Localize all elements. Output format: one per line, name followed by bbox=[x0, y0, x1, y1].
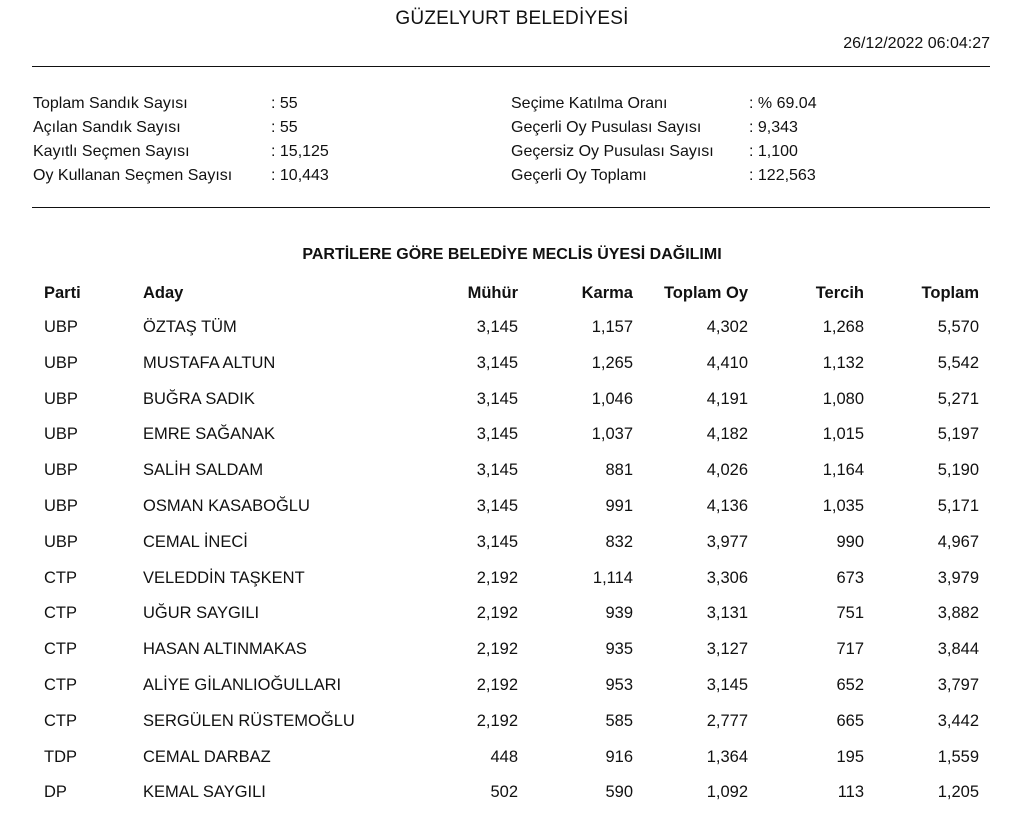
divider-top bbox=[32, 66, 990, 67]
cell-party: UBP bbox=[44, 425, 78, 444]
cell-toplam: 5,171 bbox=[937, 496, 979, 515]
cell-toplam: 3,882 bbox=[937, 604, 979, 623]
cell-tercih: 673 bbox=[836, 568, 864, 587]
cell-toplam-oy: 4,410 bbox=[706, 353, 748, 372]
cell-candidate: KEMAL SAYGILI bbox=[143, 783, 266, 802]
stat-label: Oy Kullanan Seçmen Sayısı bbox=[33, 167, 233, 184]
cell-muhur: 502 bbox=[490, 783, 518, 802]
table-row bbox=[33, 382, 990, 418]
cell-candidate: BUĞRA SADIK bbox=[143, 389, 255, 408]
cell-toplam-oy: 4,182 bbox=[706, 425, 748, 444]
cell-muhur: 3,145 bbox=[476, 461, 518, 480]
cell-toplam: 3,442 bbox=[937, 711, 979, 730]
cell-candidate: CEMAL İNECİ bbox=[143, 532, 248, 551]
table-row bbox=[33, 489, 990, 525]
column-header-muhur: Mühür bbox=[467, 284, 518, 302]
cell-tercih: 751 bbox=[836, 604, 864, 623]
cell-toplam-oy: 3,306 bbox=[706, 568, 748, 587]
table-row bbox=[33, 417, 990, 453]
cell-party: CTP bbox=[44, 604, 77, 623]
cell-muhur: 3,145 bbox=[476, 425, 518, 444]
cell-candidate: EMRE SAĞANAK bbox=[143, 425, 276, 444]
cell-toplam: 3,797 bbox=[937, 675, 979, 694]
cell-karma: 1,157 bbox=[591, 318, 633, 336]
stat-label: Geçersiz Oy Pusulası Sayısı bbox=[511, 143, 714, 160]
table-row bbox=[33, 346, 990, 382]
table-row bbox=[33, 561, 990, 597]
cell-candidate: SALİH SALDAM bbox=[143, 461, 264, 480]
cell-karma: 1,114 bbox=[592, 568, 633, 587]
stat-value: : 9,343 bbox=[749, 119, 798, 136]
cell-candidate: UĞUR SAYGILI bbox=[143, 604, 260, 623]
cell-toplam-oy: 3,131 bbox=[706, 604, 748, 623]
cell-toplam-oy: 1,364 bbox=[706, 747, 748, 766]
cell-karma: 585 bbox=[605, 711, 633, 730]
cell-muhur: 448 bbox=[490, 747, 518, 766]
cell-muhur: 3,145 bbox=[476, 496, 518, 515]
cell-tercih: 1,132 bbox=[822, 353, 864, 372]
section-title: PARTİLERE GÖRE BELEDİYE MECLİS ÜYESİ DAĞILIMI bbox=[302, 246, 722, 263]
cell-toplam: 5,542 bbox=[937, 353, 979, 372]
cell-toplam: 5,570 bbox=[937, 318, 979, 336]
cell-karma: 939 bbox=[605, 604, 633, 623]
cell-tercih: 1,015 bbox=[822, 425, 864, 444]
divider-middle bbox=[32, 207, 990, 208]
cell-candidate: OSMAN KASABOĞLU bbox=[143, 496, 310, 515]
cell-candidate: VELEDDİN TAŞKENT bbox=[143, 568, 305, 587]
cell-muhur: 3,145 bbox=[476, 318, 518, 336]
cell-karma: 953 bbox=[605, 675, 633, 694]
table-row bbox=[33, 775, 990, 811]
stat-value: : 10,443 bbox=[271, 167, 329, 184]
cell-muhur: 3,145 bbox=[476, 353, 518, 372]
column-header-tercih: Tercih bbox=[815, 284, 864, 302]
cell-karma: 832 bbox=[605, 532, 633, 551]
stat-value: : 55 bbox=[271, 95, 298, 112]
cell-toplam: 5,197 bbox=[937, 425, 979, 444]
stat-value: : 1,100 bbox=[749, 143, 798, 160]
stat-valid-vote-total bbox=[511, 164, 817, 188]
cell-karma: 1,046 bbox=[591, 389, 633, 408]
cell-toplam-oy: 3,145 bbox=[706, 675, 748, 694]
cell-tercih: 113 bbox=[837, 783, 864, 802]
stat-total-ballot-boxes bbox=[33, 92, 329, 116]
stat-invalid-ballots bbox=[511, 140, 817, 164]
cell-muhur: 2,192 bbox=[476, 568, 518, 587]
table-row bbox=[33, 453, 990, 489]
stat-registered-voters bbox=[33, 140, 329, 164]
table-row bbox=[33, 596, 990, 632]
stat-voters-who-voted bbox=[33, 164, 329, 188]
table-row bbox=[33, 632, 990, 668]
stat-label: Geçerli Oy Pusulası Sayısı bbox=[511, 119, 702, 136]
stat-label: Geçerli Oy Toplamı bbox=[511, 167, 647, 184]
cell-candidate: HASAN ALTINMAKAS bbox=[143, 640, 307, 659]
stat-label: Açılan Sandık Sayısı bbox=[33, 119, 181, 136]
cell-tercih: 1,035 bbox=[822, 496, 864, 515]
cell-karma: 1,037 bbox=[591, 425, 633, 444]
cell-toplam: 1,205 bbox=[937, 783, 979, 802]
cell-toplam-oy: 4,136 bbox=[706, 496, 748, 515]
cell-party: UBP bbox=[44, 353, 78, 372]
cell-tercih: 1,080 bbox=[822, 389, 864, 408]
cell-karma: 1,265 bbox=[591, 353, 633, 372]
table-row bbox=[33, 704, 990, 740]
page-title: GÜZELYURT BELEDİYESİ bbox=[395, 8, 629, 29]
stat-label: Seçime Katılma Oranı bbox=[511, 95, 668, 112]
cell-karma: 881 bbox=[605, 461, 633, 480]
cell-tercih: 1,268 bbox=[822, 318, 864, 336]
cell-toplam-oy: 2,777 bbox=[706, 711, 748, 730]
cell-tercih: 195 bbox=[836, 747, 864, 766]
cell-party: CTP bbox=[44, 711, 77, 730]
cell-party: UBP bbox=[44, 532, 78, 551]
table-row bbox=[33, 668, 990, 704]
column-header-karma: Karma bbox=[581, 284, 633, 302]
column-header-toplam-oy: Toplam Oy bbox=[663, 284, 748, 302]
stat-label: Toplam Sandık Sayısı bbox=[33, 95, 188, 112]
stat-label: Kayıtlı Seçmen Sayısı bbox=[33, 143, 190, 160]
cell-tercih: 652 bbox=[836, 675, 864, 694]
cell-muhur: 2,192 bbox=[476, 711, 518, 730]
cell-tercih: 990 bbox=[836, 532, 864, 551]
stat-value: : 15,125 bbox=[271, 143, 329, 160]
report-timestamp: 26/12/2022 06:04:27 bbox=[843, 35, 990, 52]
stat-value: : 122,563 bbox=[749, 167, 816, 184]
cell-candidate: SERGÜLEN RÜSTEMOĞLU bbox=[143, 711, 355, 730]
table-row bbox=[33, 740, 990, 776]
stat-value: : % 69.04 bbox=[749, 95, 817, 112]
cell-toplam-oy: 1,092 bbox=[706, 783, 748, 802]
table-row bbox=[33, 525, 990, 561]
stat-opened-ballot-boxes bbox=[33, 116, 329, 140]
cell-party: CTP bbox=[44, 640, 77, 659]
cell-tercih: 665 bbox=[836, 711, 864, 730]
cell-karma: 916 bbox=[605, 747, 633, 766]
cell-tercih: 1,164 bbox=[822, 461, 864, 480]
cell-muhur: 2,192 bbox=[476, 675, 518, 694]
stats-left bbox=[33, 92, 329, 188]
stat-valid-ballots bbox=[511, 116, 817, 140]
cell-karma: 935 bbox=[605, 640, 633, 659]
cell-party: UBP bbox=[44, 318, 78, 336]
cell-muhur: 3,145 bbox=[476, 389, 518, 408]
table-header-row bbox=[33, 282, 990, 306]
cell-toplam: 5,271 bbox=[937, 389, 979, 408]
cell-toplam-oy: 4,026 bbox=[706, 461, 748, 480]
cell-toplam: 5,190 bbox=[937, 461, 979, 480]
cell-toplam-oy: 4,302 bbox=[706, 318, 748, 336]
cell-toplam: 4,967 bbox=[937, 532, 979, 551]
cell-toplam: 1,559 bbox=[937, 747, 979, 766]
cell-toplam-oy: 3,127 bbox=[706, 640, 748, 659]
cell-toplam-oy: 3,977 bbox=[706, 532, 748, 551]
cell-karma: 590 bbox=[605, 783, 633, 802]
cell-party: UBP bbox=[44, 389, 78, 408]
cell-karma: 991 bbox=[605, 496, 633, 515]
cell-muhur: 2,192 bbox=[476, 604, 518, 623]
cell-party: TDP bbox=[44, 747, 77, 766]
cell-candidate: CEMAL DARBAZ bbox=[143, 747, 271, 766]
column-header-toplam: Toplam bbox=[921, 284, 979, 302]
cell-toplam: 3,979 bbox=[937, 568, 979, 587]
stat-turnout-rate bbox=[511, 92, 817, 116]
cell-party: UBP bbox=[44, 461, 78, 480]
cell-party: CTP bbox=[44, 568, 77, 587]
cell-toplam-oy: 4,191 bbox=[706, 389, 748, 408]
column-header-party: Parti bbox=[44, 284, 81, 302]
cell-muhur: 2,192 bbox=[476, 640, 518, 659]
table-row bbox=[33, 310, 990, 346]
cell-party: DP bbox=[44, 783, 67, 802]
cell-tercih: 717 bbox=[836, 640, 864, 659]
cell-party: UBP bbox=[44, 496, 78, 515]
results-table bbox=[33, 282, 990, 811]
stat-value: : 55 bbox=[271, 119, 298, 136]
cell-candidate: ALİYE GİLANLIOĞULLARI bbox=[143, 675, 342, 694]
stats-right bbox=[511, 92, 817, 188]
table-body bbox=[33, 310, 990, 811]
cell-party: CTP bbox=[44, 675, 77, 694]
cell-candidate: ÖZTAŞ TÜM bbox=[143, 318, 237, 336]
cell-muhur: 3,145 bbox=[476, 532, 518, 551]
cell-toplam: 3,844 bbox=[937, 640, 979, 659]
cell-candidate: MUSTAFA ALTUN bbox=[143, 353, 276, 372]
column-header-candidate: Aday bbox=[143, 284, 184, 302]
